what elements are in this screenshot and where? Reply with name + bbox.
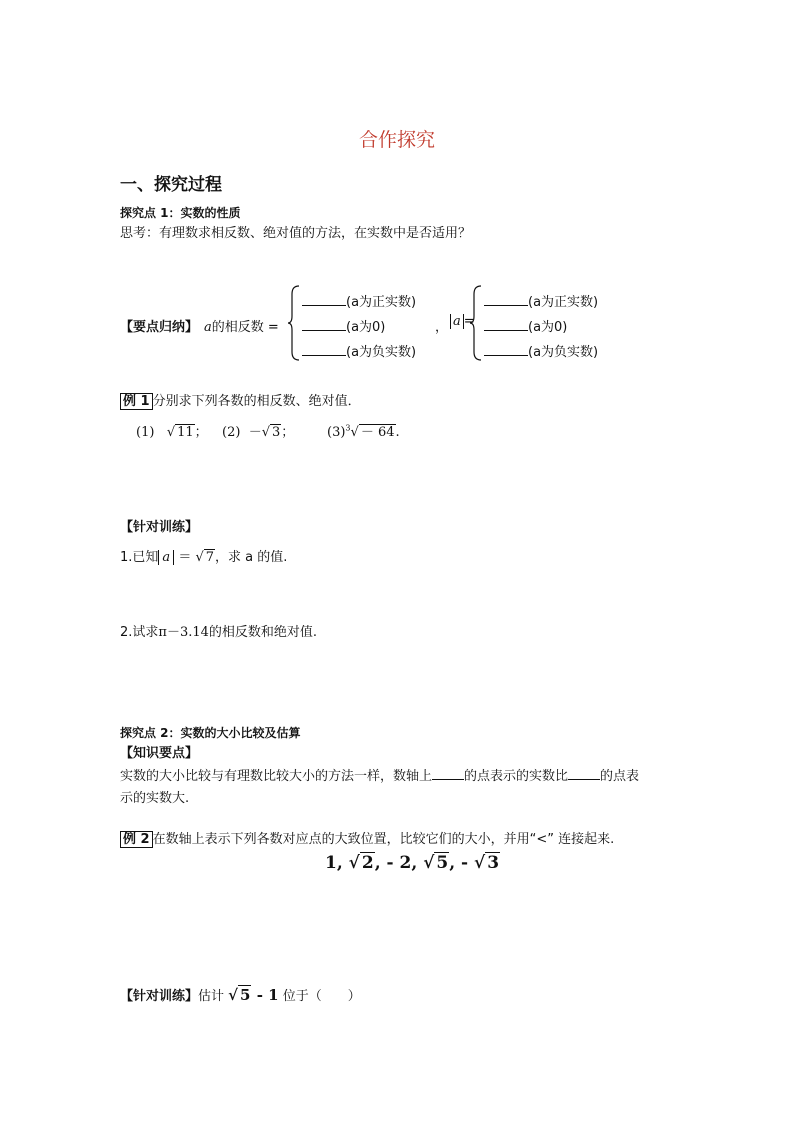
abs-case-zero: (a为0) xyxy=(484,316,567,335)
right-brace xyxy=(469,284,483,362)
practice1-q1: 1.已知 a ＝ √ 7，求 a 的值. xyxy=(120,550,288,565)
sqrt-symbol: √ 5 xyxy=(423,853,449,873)
summary-label: 【要点归纳】 xyxy=(120,320,199,335)
example1-item-1: (1) √ 11； xyxy=(136,425,208,440)
opposite-case-zero: (a为0) xyxy=(302,316,385,335)
example1-item-3: $(3)^3√ - 64$. xyxy=(327,421,400,440)
knowledge-line1: 实数的大小比较与有理数比较大小的方法一样，数轴上 的点表示的实数比 的点表 xyxy=(120,769,640,784)
practice2-line: 【针对训练】估计 √ 5 - 1 位于（ ） xyxy=(120,986,361,1004)
sqrt-symbol: √ 3 xyxy=(261,425,281,440)
knowledge-line2: 示的实数大. xyxy=(120,791,190,806)
sqrt-symbol: √ 2 xyxy=(348,853,374,873)
example1-tag: 例 1 xyxy=(120,393,153,410)
abs-expression: a = xyxy=(450,314,475,329)
sqrt-symbol: √ 3 xyxy=(474,853,500,873)
cube-root-symbol: √ － 64 xyxy=(350,425,395,440)
page-title: 合作探究 xyxy=(358,129,435,151)
example2-tag: 例 2 xyxy=(120,831,153,848)
point1-heading: 探究点 1：实数的性质 xyxy=(120,206,241,220)
opposite-case-positive: (a为正实数) xyxy=(302,291,416,310)
example1-line xyxy=(120,390,361,409)
example2-text: 在数轴上表示下列各数对应点的大致位置，比较它们的大小，并用“<” 连接起来. xyxy=(152,832,615,847)
comma: ， xyxy=(435,320,449,335)
abs-case-positive: (a为正实数) xyxy=(484,291,598,310)
practice1-heading: 【针对训练】 xyxy=(120,520,199,535)
example1-text: 分别求下列各数的相反数、绝对值． xyxy=(152,394,361,409)
practice2-heading: 【针对训练】 xyxy=(120,989,199,1004)
sqrt-symbol: √ 7 xyxy=(195,550,215,565)
abs-case-negative: (a为负实数) xyxy=(484,341,598,360)
knowledge-heading: 【知识要点】 xyxy=(120,746,199,761)
point2-heading: 探究点 2：实数的大小比较及估算 xyxy=(120,726,301,740)
section-heading: 一、探究过程 xyxy=(120,175,222,195)
sqrt-symbol: √ 5 xyxy=(228,986,251,1004)
opposite-case-negative: (a为负实数) xyxy=(302,341,416,360)
practice1-q2: 2.试求π－3.14的相反数和绝对值. xyxy=(120,625,318,640)
left-brace xyxy=(287,284,301,362)
think-question: 思考：有理数求相反数、绝对值的方法，在实数中是否适用？ xyxy=(120,226,472,241)
example2-line xyxy=(120,828,614,847)
sqrt-symbol: √ 11 xyxy=(166,425,194,440)
example2-numbers: 1, √ 2, - 2, √ 5, - √ 3 xyxy=(325,853,500,873)
example1-item-2: (2) －√ 3； xyxy=(222,425,295,440)
opposite-expression: a的相反数 = xyxy=(204,320,279,335)
